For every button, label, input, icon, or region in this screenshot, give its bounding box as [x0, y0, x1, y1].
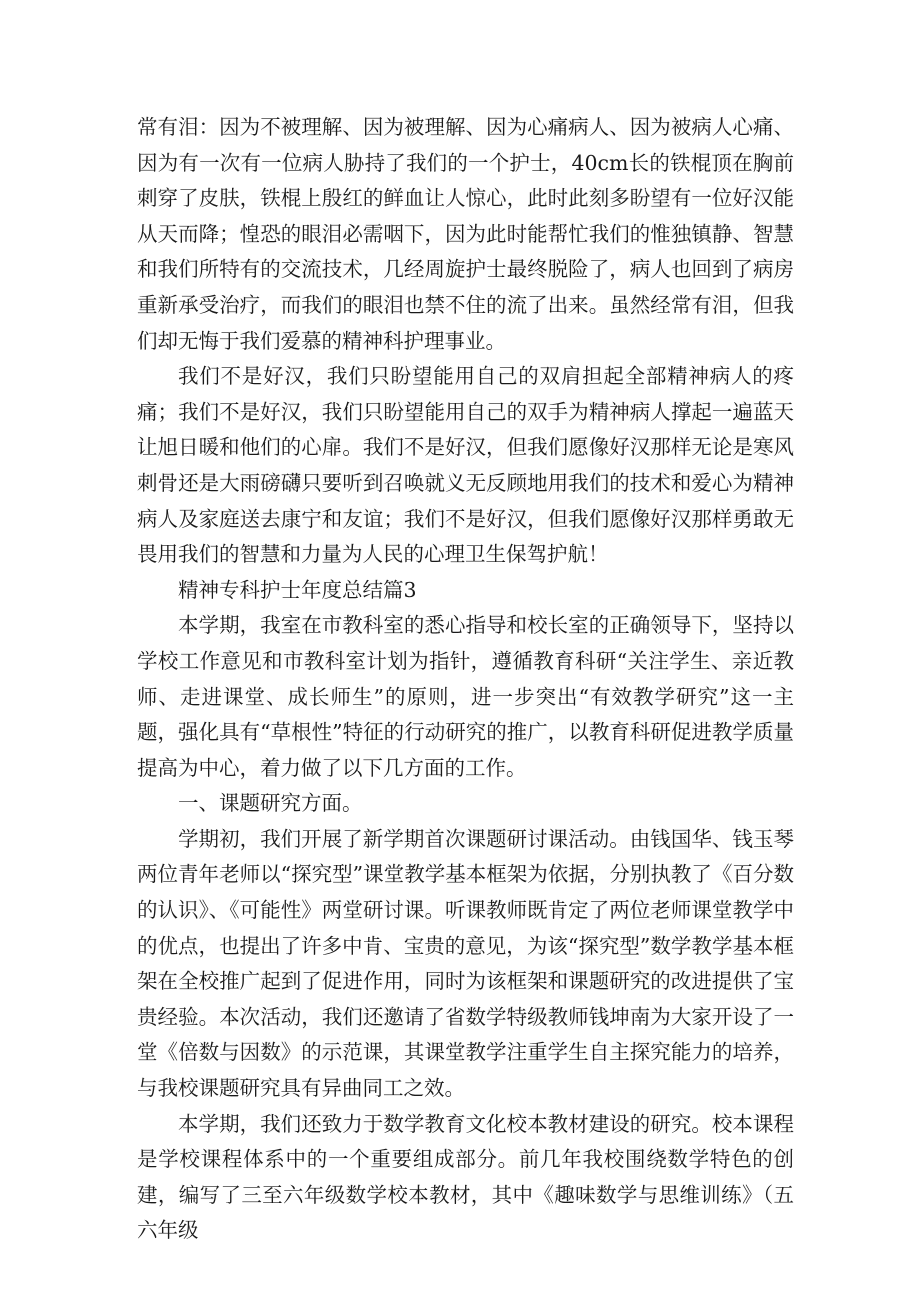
paragraph-5: 本学期，我们还致力于数学教育文化校本教材建设的研究。校本课程是学校课程体系中的一个重要组成部分。前几年我校围绕数学特色的创建，编写了三至六年级数学校本教材，其中《趣味数学与思维训练》（五六年级 — [137, 1111, 794, 1243]
document-body — [137, 110, 794, 1249]
paragraph-2: 我们不是好汉，我们只盼望能用自己的双肩担起全部精神病人的疼痛；我们不是好汉，我们只盼望能用自己的双手为精神病人撑起一遍蓝天让旭日暖和他们的心扉。我们不是好汉，但我们愿像好汉那样无论是寒风刺骨还是大雨磅礴只要听到召唤就义无反顾地用我们的技术和爱心为精神病人及家庭送去康宁和友谊；我们不是好汉，但我们愿像好汉那样勇敢无畏用我们的智慧和力量为人民的心理卫生保驾护航！ — [137, 364, 794, 567]
paragraph-4: 学期初，我们开展了新学期首次课题研讨课活动。由钱国华、钱玉琴两位青年老师以“探究型”课堂教学基本框架为依据，分别执教了《百分数的认识》、《可能性》两堂研讨课。听课教师既肯定了两位老师课堂教学中的优点，也提出了许多中肯、宝贵的意见，为该“探究型”数学教学基本框架在全校推广起到了促进作用，同时为该框架和课题研究的改进提供了宝贵经验。本次活动，我们还邀请了省数学特级教师钱坤南为大家开设了一堂《倍数与因数》的示范课，其课堂教学注重学生自主探究能力的培养，与我校课题研究具有异曲同工之效。 — [137, 826, 794, 1101]
paragraph-1: 常有泪：因为不被理解、因为被理解、因为心痛病人、因为被病人心痛、因为有一次有一位病人胁持了我们的一个护士，40cm长的铁棍顶在胸前刺穿了皮肤，铁棍上殷红的鲜血让人惊心，此时此刻多盼望有一位好汉能从天而降；惶恐的眼泪必需咽下，因为此时能帮忙我们的惟独镇静、智慧和我们所特有的交流技术，几经周旋护士最终脱险了，病人也回到了病房重新承受治疗，而我们的眼泪也禁不住的流了出来。虽然经常有泪，但我们却无悔于我们爱慕的精神科护理事业。 — [137, 115, 794, 353]
paragraph-3: 本学期，我室在市教科室的悉心指导和校长室的正确领导下，坚持以学校工作意见和市教科室计划为指针，遵循教育科研“关注学生、亲近教师、走进课堂、成长师生”的原则，进一步突出“有效教学研究”这一主题，强化具有“草根性”特征的行动研究的推广，以教育科研促进教学质量提高为中心，着力做了以下几方面的工作。 — [137, 613, 794, 780]
subsection-heading: 一、课题研究方面。 — [178, 791, 363, 816]
section-heading: 精神专科护士年度总结篇3 — [178, 577, 417, 602]
